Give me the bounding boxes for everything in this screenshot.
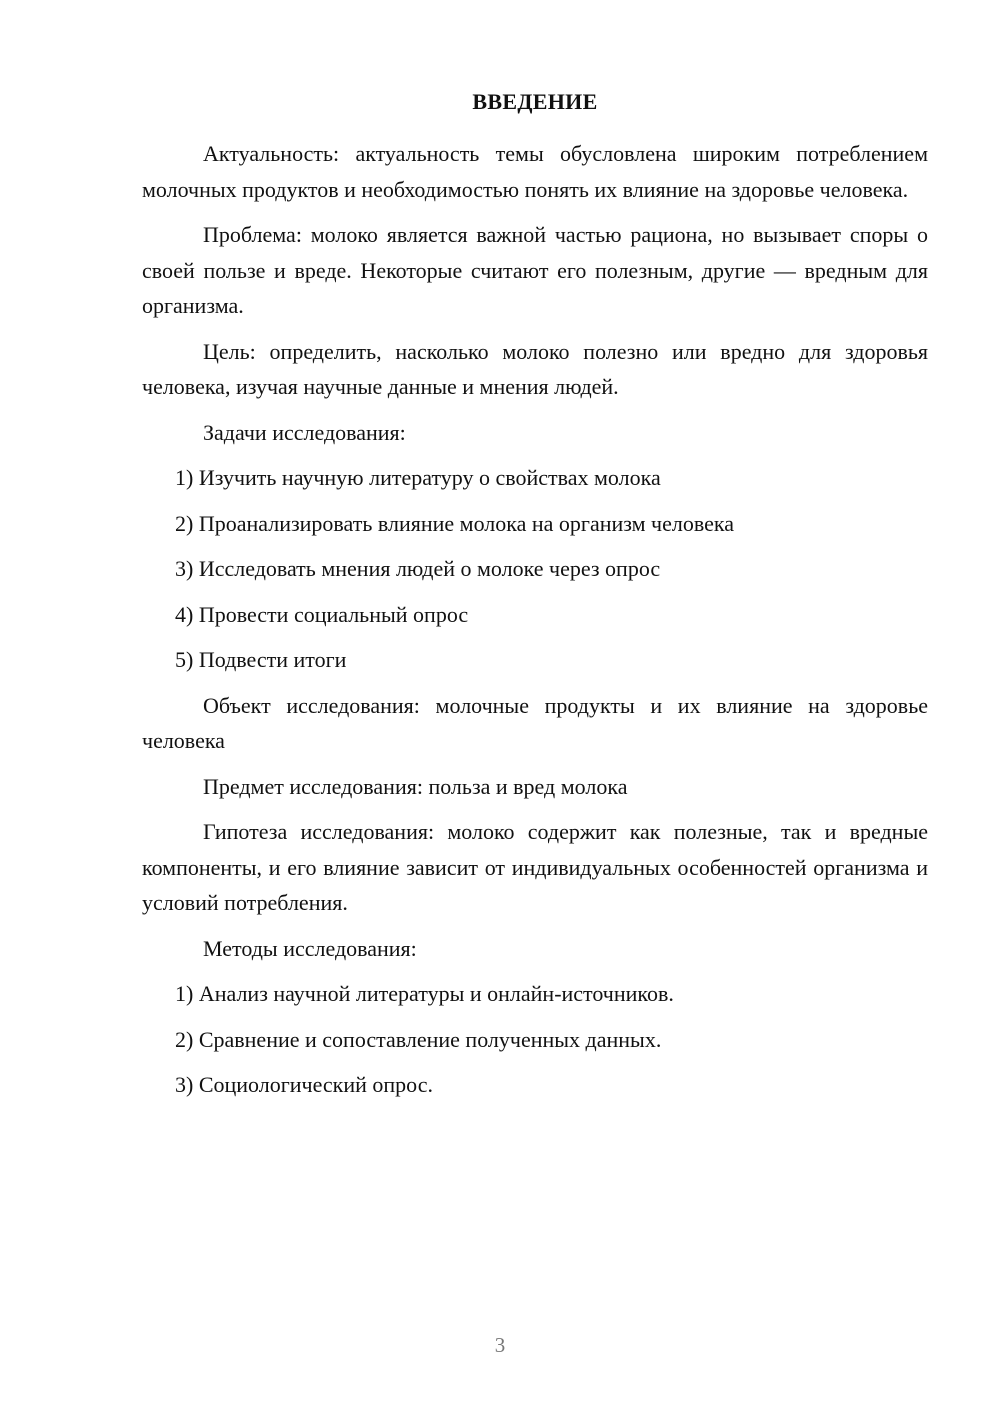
list-item: 5) Подвести итоги [175,647,347,672]
list-item: 2) Проанализировать влияние молока на организм человека [175,510,735,536]
list-item: 3) Исследовать мнения людей о молоке через опрос [175,556,661,581]
list-item: 1) Анализ научной литературы и онлайн-источников. [175,981,674,1006]
paragraph-subject: Предмет исследования: польза и вред молока [203,773,628,799]
list-item: 1) Изучить научную литературу о свойствах молока [175,465,661,490]
paragraph-relevance: Актуальность: актуальность темы обусловлена широким потреблением молочных продуктов и необходимостью понять их влияние на здоровье человека. [142,141,928,202]
list-item: 3) Социологический опрос. [175,1072,433,1097]
methods-list [142,976,928,1103]
paragraph-object: Объект исследования: молочные продукты и их влияние на здоровье человека [142,692,928,753]
tasks-heading: Задачи исследования: [203,419,406,445]
paragraph-problem: Проблема: молоко является важной частью рациона, но вызывает споры о своей пользе и вреде. Некоторые считают его полезным, другие — вредным для организма. [142,222,928,318]
list-item: 2) Сравнение и сопоставление полученных данных. [175,1026,662,1052]
tasks-list [142,460,928,678]
paragraph-hypothesis: Гипотеза исследования: молоко содержит как полезные, так и вредные компоненты, и его влияние зависит от индивидуальных особенностей организма и условий потребления. [142,819,928,915]
page-number: 3 [494,1333,506,1357]
document-page [142,88,928,1113]
page-title: ВВЕДЕНИЕ [472,89,598,114]
methods-heading: Методы исследования: [203,935,417,961]
paragraph-goal: Цель: определить, насколько молоко полезно или вредно для здоровья человека, изучая научные данные и мнения людей. [142,338,928,399]
list-item: 4) Провести социальный опрос [175,601,469,627]
